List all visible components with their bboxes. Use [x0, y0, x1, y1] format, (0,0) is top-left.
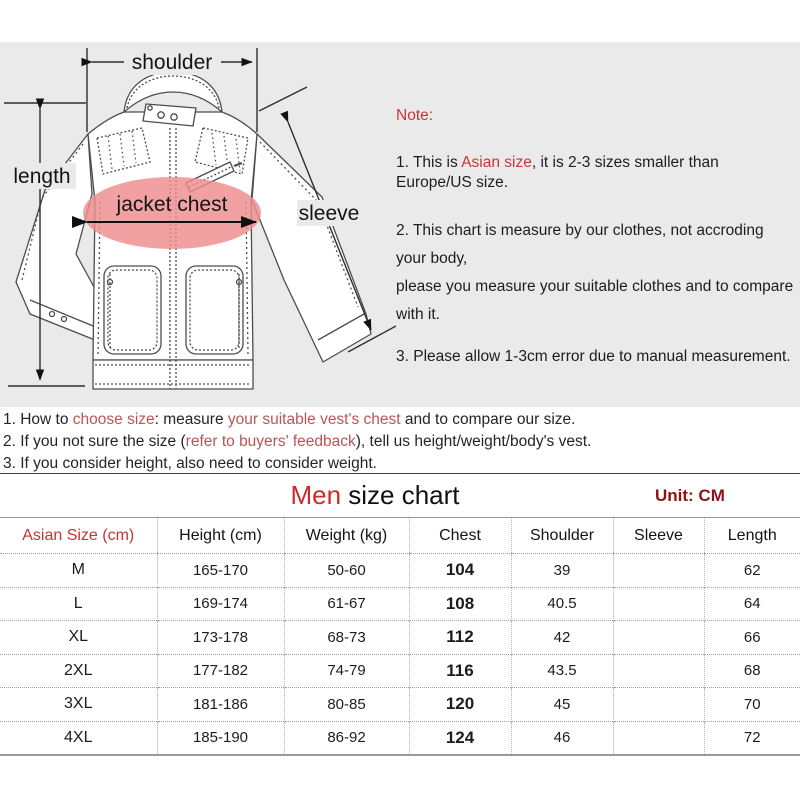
notes-heading: Note:	[396, 107, 434, 124]
cell-sleeve	[613, 554, 704, 588]
col-header-weight: Weight (kg)	[284, 518, 409, 554]
table-row-2xl	[0, 654, 800, 688]
chest-label: jacket chest	[116, 193, 228, 216]
cell-sleeve	[613, 688, 704, 722]
size-table	[0, 518, 800, 756]
col-header-sleeve: Sleeve	[613, 518, 704, 554]
cell-size: XL	[0, 621, 157, 655]
cell-height: 173-178	[157, 621, 284, 655]
tip-item-2: 2. If you not sure the size (refer to buyers' feedback), tell us height/weight/body's vest.	[3, 433, 592, 450]
cell-weight: 50-60	[284, 554, 409, 588]
cell-weight: 86-92	[284, 721, 409, 755]
cell-height: 177-182	[157, 654, 284, 688]
cell-weight: 74-79	[284, 654, 409, 688]
cell-shoulder: 46	[511, 721, 613, 755]
note-item-2: 2. This chart is measure by our clothes, not accroding your body, please you measure your suitable clothes and to compare with it.	[396, 222, 794, 323]
cell-height: 181-186	[157, 688, 284, 722]
notes-section	[396, 106, 798, 367]
diagram-panel	[0, 42, 800, 407]
table-row-3xl	[0, 688, 800, 722]
cell-chest: 104	[409, 554, 511, 588]
cell-size: 4XL	[0, 721, 157, 755]
cell-length: 66	[704, 621, 800, 655]
col-header-chest: Chest	[409, 518, 511, 554]
cell-length: 70	[704, 688, 800, 722]
cell-length: 72	[704, 721, 800, 755]
cell-chest: 124	[409, 721, 511, 755]
cell-chest: 116	[409, 654, 511, 688]
size-chart-title-row	[0, 474, 800, 518]
cell-sleeve	[613, 587, 704, 621]
cell-length: 68	[704, 654, 800, 688]
shoulder-label: shoulder	[131, 51, 213, 74]
cell-shoulder: 45	[511, 688, 613, 722]
cell-sleeve	[613, 621, 704, 655]
sleeve-label: sleeve	[298, 202, 360, 225]
cell-size: 2XL	[0, 654, 157, 688]
tip-item-1: 1. How to choose size: measure your suitable vest's chest and to compare our size.	[3, 411, 576, 428]
cell-length: 62	[704, 554, 800, 588]
tips-section	[3, 409, 797, 475]
cell-shoulder: 39	[511, 554, 613, 588]
size-chart-section	[0, 473, 800, 756]
table-row-4xl	[0, 721, 800, 755]
cell-size: 3XL	[0, 688, 157, 722]
cell-shoulder: 43.5	[511, 654, 613, 688]
asian-size-highlight: Asian size	[461, 154, 532, 171]
col-header-shoulder: Shoulder	[511, 518, 613, 554]
table-row-xl	[0, 621, 800, 655]
cell-height: 165-170	[157, 554, 284, 588]
cell-height: 169-174	[157, 587, 284, 621]
length-label: length	[13, 165, 71, 188]
cell-weight: 80-85	[284, 688, 409, 722]
col-header-height: Height (cm)	[157, 518, 284, 554]
cell-size: M	[71, 561, 85, 579]
col-header-length: Length	[704, 518, 800, 554]
cell-shoulder: 40.5	[511, 587, 613, 621]
note-item-3: 3. Please allow 1-3cm error due to manual measurement.	[396, 348, 791, 365]
table-row-m	[0, 554, 800, 588]
cell-weight: 61-67	[284, 587, 409, 621]
table-row-l	[0, 587, 800, 621]
cell-chest: 112	[409, 621, 511, 655]
tip-item-3: 3. If you consider height, also need to consider weight.	[3, 455, 377, 472]
jacket-measurement-diagram	[0, 42, 400, 407]
cell-size: L	[0, 587, 157, 621]
cell-chest: 108	[409, 587, 511, 621]
cell-length: 64	[704, 587, 800, 621]
header-row	[0, 518, 800, 554]
cell-height: 185-190	[157, 721, 284, 755]
cell-sleeve	[613, 654, 704, 688]
cell-shoulder: 42	[511, 621, 613, 655]
cell-chest: 120	[409, 688, 511, 722]
unit-label: Unit: CM	[655, 486, 725, 505]
cell-weight: 68-73	[284, 621, 409, 655]
note-item-1: 1. This is Asian size, it is 2-3 sizes smaller than Europe/US size.	[396, 154, 719, 191]
cell-sleeve	[613, 721, 704, 755]
size-chart-title: Men size chart	[290, 480, 460, 510]
col-header-asian-size: Asian Size (cm)	[0, 518, 157, 554]
